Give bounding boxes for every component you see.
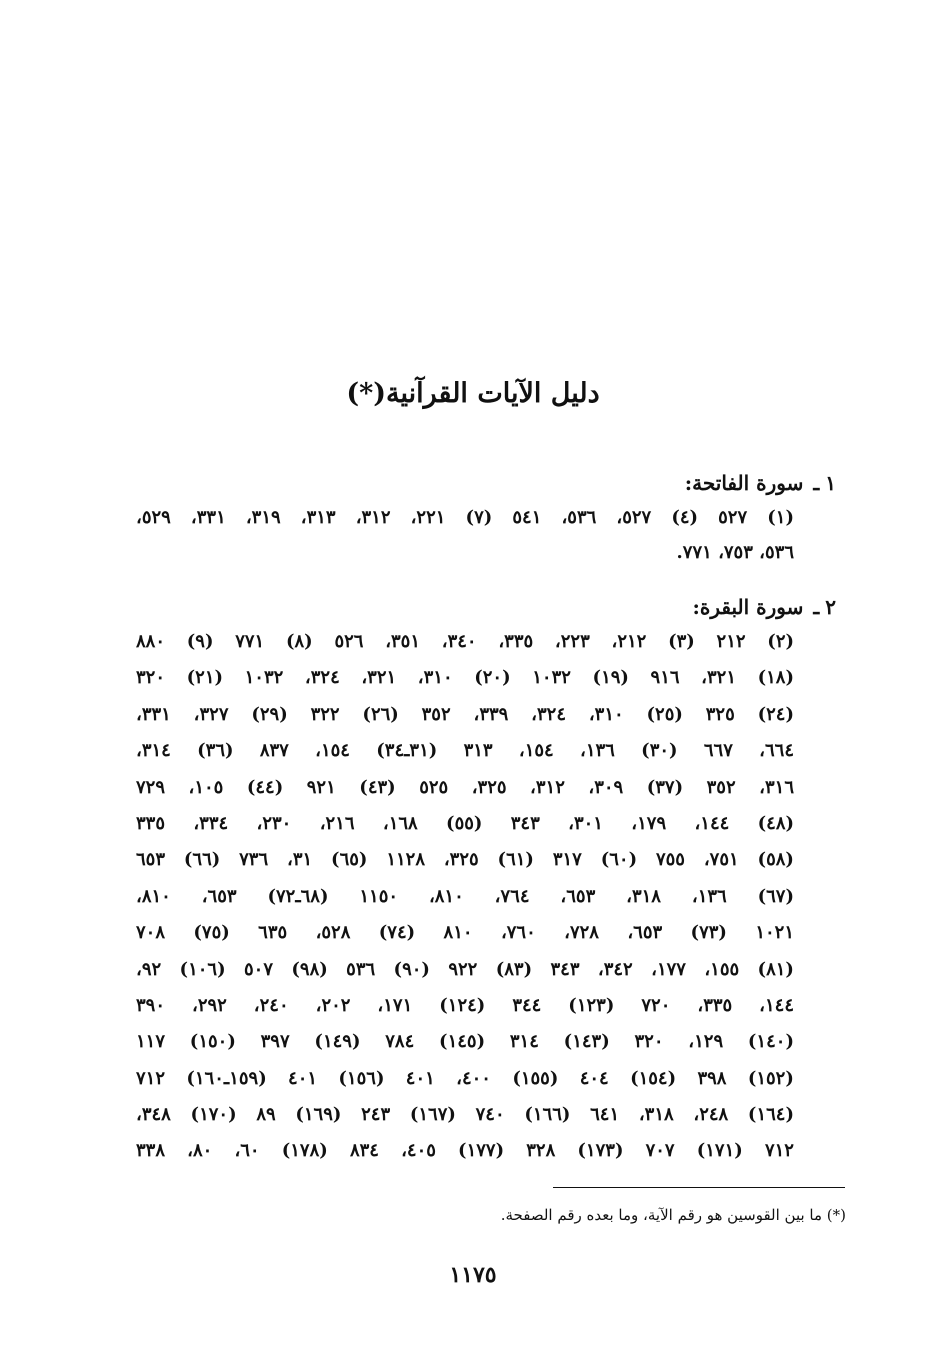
verse-index-line: (١٦٤) ٢٤٨، ٣١٨، ٦٤١ (١٦٦) ٧٤٠ (١٦٧) ٢٤٣ (١٦٩) ٨٩ (١٧٠) ٣٤٨، — [136, 1104, 794, 1126]
section-al-baqara — [136, 590, 836, 1170]
verse-index-line: (١٤٠) ١٢٩، ٣٢٠ (١٤٣) ٣١٤ (١٤٥) ٧٨٤ (١٤٩) ٣٩٧ (١٥٠) ١١٧ — [136, 1031, 794, 1053]
verse-index-line: (٦٧) ١٣٦، ٣١٨، ٦٥٣، ٧٦٤، ٨١٠، ١١٥٠ (٦٨ـ٧٢) ٦٥٣، ٨١٠، — [136, 885, 795, 907]
section-dash: ـ — [813, 595, 820, 619]
verse-index-line: (٥٨) ٧٥١، ٧٥٥ (٦٠) ٣١٧ (٦١) ٣٢٥، ١١٢٨ (٦٥) ٣١، ٧٣٦ (٦٦) ٦٥٣ — [136, 849, 794, 871]
section-number: ٢ — [825, 595, 836, 619]
verse-index-lines — [136, 624, 794, 1170]
page-number: ١١٧٥ — [449, 1262, 497, 1288]
verse-index-line: (٨١) ١٥٥، ١٧٧، ٣٤٢، ٣٤٣ (٨٣) ٩٢٢ (٩٠) ٥٣٦ (٩٨) ٥٠٧ (١٠٦) ٩٢، — [136, 958, 794, 980]
verse-index-line: (١٥٢) ٣٩٨ (١٥٤) ٤٠٤ (١٥٥) ٤٠٠، ٤٠١ (١٥٦) ٤٠١ (١٥٩ـ١٦٠) ٧١٢ — [136, 1067, 794, 1089]
verse-index-line: (٢٤) ٣٢٥ (٢٥) ٣١٠، ٣٢٤، ٣٣٩، ٣٥٢ (٢٦) ٣٢٢ (٢٩) ٣٢٧، ٣٣١، — [136, 703, 794, 725]
verse-index-line: ٣١٦، ٣٥٢ (٣٧) ٣٠٩، ٣١٢، ٣٢٥، ٥٢٥ (٤٣) ٩٢١ (٤٤) ١٠٥، ٧٢٩ — [136, 776, 794, 798]
verse-index-line: ١٤٤، ٣٣٥، ٧٢٠ (١٢٣) ٣٤٤ (١٢٤) ١٧١، ٢٠٢، ٢٤٠، ٢٩٢، ٣٩٠ — [136, 994, 795, 1016]
verse-index-line: ٥٣٦، ٧٥٣، ٧٧١. — [676, 542, 794, 563]
section-heading-label: سورة البقرة: — [692, 595, 804, 619]
verse-index-lines — [136, 500, 794, 570]
section-heading — [136, 466, 836, 500]
verse-index-line: ٧١٢ (١٧١) ٧٠٧ (١٧٣) ٣٢٨ (١٧٧) ٤٠٥، ٨٣٤ (١٧٨) ٦٠، ٨٠، ٣٣٨ — [136, 1140, 794, 1162]
section-al-fatiha — [136, 466, 836, 570]
section-heading — [136, 590, 836, 624]
verse-index-line: (١) ٥٢٧ (٤) ٥٢٧، ٥٣٦، ٥٤١ (٧) ٢٢١، ٣١٢، ٣١٣، ٣١٩، ٣٣١، ٥٢٩، — [136, 507, 794, 528]
verse-index-line: (٤٨) ١٤٤، ١٧٩، ٣٠١، ٣٤٣ (٥٥) ١٦٨، ٢١٦، ٢٣٠، ٣٣٤، ٣٣٥ — [136, 812, 795, 834]
verse-index-line: ٦٦٤، ٦٦٧ (٣٠) ١٣٦، ١٥٤، ٣١٣ (٣١ـ٣٤) ١٥٤، ٨٣٧ (٣٦) ٣١٤، — [136, 740, 794, 762]
section-dash: ـ — [813, 471, 820, 495]
verse-index-line: (٢) ٢١٢ (٣) ٢١٢، ٢٢٣، ٣٣٥، ٣٤٠، ٣٥١، ٥٢٦ (٨) ٧٧١ (٩) ٨٨٠ — [136, 631, 795, 652]
verse-index-line: ١٠٢١ (٧٣) ٦٥٣، ٧٢٨، ٧٦٠، ٨١٠ (٧٤) ٥٢٨، ٦٣٥ (٧٥) ٧٠٨ — [136, 922, 794, 944]
footnote-divider — [553, 1187, 845, 1188]
section-number: ١ — [825, 471, 836, 495]
section-heading-label: سورة الفاتحة: — [684, 471, 804, 495]
page-title: دليل الآيات القرآنية(*) — [346, 378, 600, 409]
footnote: (*) ما بين القوسين هو رقم الآية، وما بعده رقم الصفحة. — [500, 1206, 846, 1224]
verse-index-line: (١٨) ٣٢١، ٩١٦ (١٩) ١٠٣٢ (٢٠) ٣١٠، ٣٢١، ٣٢٤، ١٠٣٢ (٢١) ٣٢٠ — [136, 667, 795, 689]
